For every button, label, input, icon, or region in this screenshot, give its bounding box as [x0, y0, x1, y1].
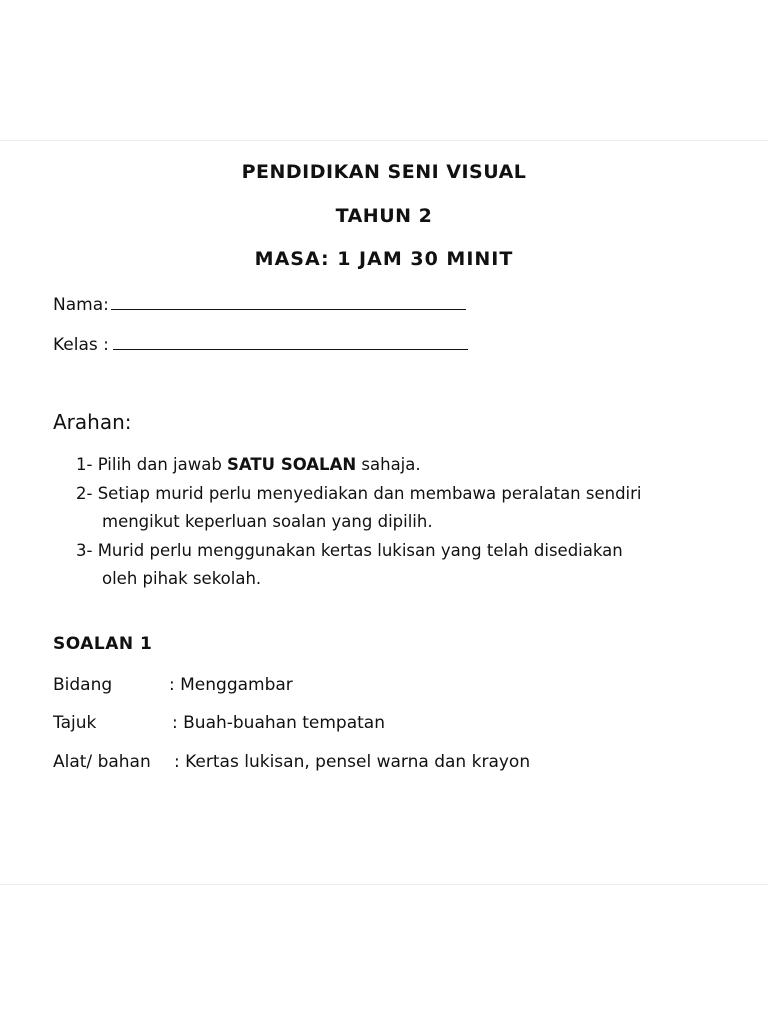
question-title: SOALAN 1	[53, 634, 153, 654]
subject-title: PENDIDIKAN SENI VISUAL	[241, 161, 527, 183]
page-bottom-divider	[0, 884, 768, 885]
class-field	[53, 331, 468, 355]
question-row-materials	[53, 752, 530, 772]
instruction-1-suffix: sahaja.	[356, 455, 421, 474]
question-row-topic	[53, 713, 385, 733]
row-key-tajuk: Tajuk	[53, 713, 97, 733]
row-key-alat-bahan: Alat/ bahan	[53, 752, 151, 772]
class-label: Kelas :	[53, 335, 109, 355]
question-row-field	[53, 675, 293, 695]
class-blank-line	[113, 331, 468, 350]
instruction-2-line-2: mengikut keperluan soalan yang dipilih.	[102, 512, 433, 531]
instruction-item-2	[76, 480, 642, 536]
row-value-bidang: : Menggambar	[169, 675, 293, 695]
instructions-heading: Arahan:	[53, 410, 132, 434]
instruction-1-emphasis: SATU SOALAN	[227, 455, 357, 474]
instruction-2-line-1: 2- Setiap murid perlu menyediakan dan membawa peralatan sendiri	[76, 484, 642, 503]
instruction-1-prefix: 1- Pilih dan jawab	[76, 455, 228, 474]
name-blank-line	[111, 291, 466, 310]
instruction-3-line-2: oleh pihak sekolah.	[102, 569, 262, 588]
row-value-tajuk: : Buah-buahan tempatan	[172, 713, 385, 733]
page-top-divider	[0, 140, 768, 141]
instruction-3-line-1: 3- Murid perlu menggunakan kertas lukisan yang telah disediakan	[76, 541, 623, 560]
year-title: TAHUN 2	[335, 205, 433, 227]
row-key-bidang: Bidang	[53, 675, 113, 695]
duration-title: MASA: 1 JAM 30 MINIT	[254, 248, 514, 270]
instruction-item-3	[76, 537, 623, 593]
name-field	[53, 291, 466, 315]
instruction-item-1	[76, 451, 421, 479]
name-label: Nama:	[53, 295, 109, 315]
row-value-alat-bahan: : Kertas lukisan, pensel warna dan krayon	[174, 752, 531, 772]
